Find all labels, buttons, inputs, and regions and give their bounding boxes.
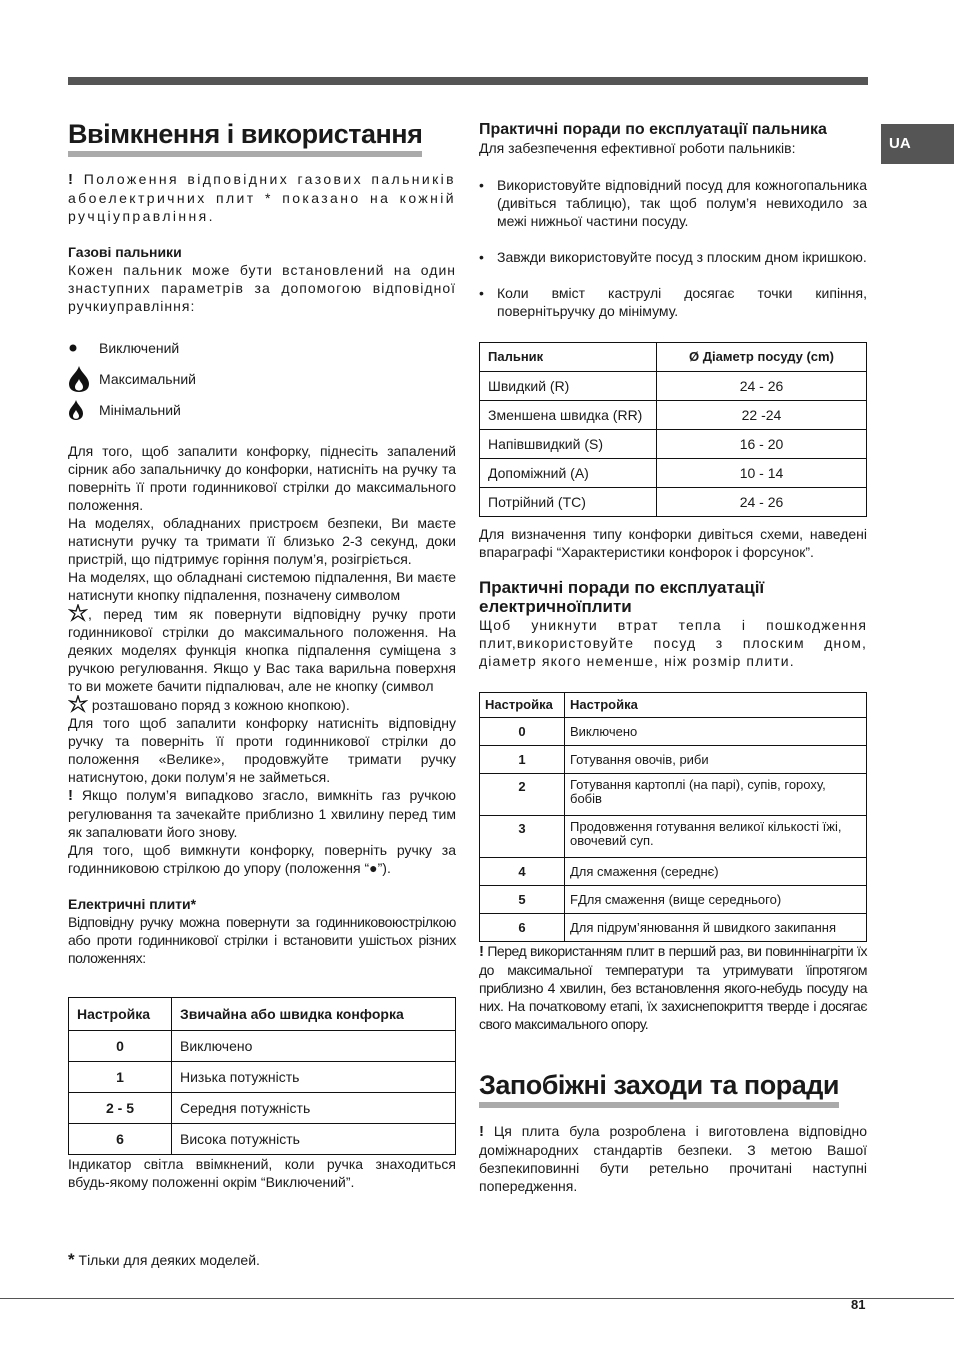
- table-row: [480, 718, 867, 746]
- table-cell: Виключено: [565, 718, 867, 746]
- flame-out-text: Якщо полум’я випадково згасло, вимкніть газ ручкою регулювання та зачекайте приблизно 1 хвилину перед тим як запалювати його знову.: [68, 787, 456, 840]
- ignition-text-b: , перед тим як повернути відповідну ручку проти годинникової стрілки до максимального положення. На деяких моделях функція кнопка підпалення суміщена з ручкою регулювання. Якщо у Вас така варильна поверхня то ви можете бачити підпалювач, але не кнопку (символ: [68, 606, 456, 694]
- table-cell: Швидкий (R): [480, 372, 657, 401]
- legend-label: Мінімальний: [99, 401, 181, 418]
- table-cell: 10 - 14: [657, 459, 867, 488]
- table-cell: Готування овочів, риби: [565, 746, 867, 774]
- spark-icon: [68, 695, 88, 713]
- table-header-row: [69, 998, 456, 1031]
- dot-icon: [68, 343, 99, 353]
- table-cell: Виключено: [172, 1031, 456, 1062]
- table-cell: 1: [69, 1062, 172, 1093]
- top-rule: [68, 77, 868, 85]
- electric-text: Відповідну ручку можна повернути за годинниковоюстрілкою або проти годинникової стрілки і встановити ушістьох різних положеннях:: [68, 914, 456, 966]
- safety-title: Запобіжні заходи та поради: [479, 1069, 839, 1108]
- table-cell: 0: [69, 1031, 172, 1062]
- list-item-text: Завжди використовуйте посуд з плоским дном ікришкою.: [497, 249, 867, 265]
- spark-icon: [68, 604, 88, 622]
- table-cell: Потрійний (TC): [480, 488, 657, 517]
- table-cell: Продовження готування великої кількості їжі, овочевий суп.: [565, 816, 867, 858]
- legend-item: [68, 332, 456, 363]
- list-item-text: Використовуйте відповідний посуд для кожногопальника (дивіться таблицю), так щоб полум’я невиходило за межі нижньої частини посуду.: [497, 177, 867, 229]
- bullet-mark: •: [479, 285, 484, 301]
- flame-out-paragraph: [68, 786, 456, 841]
- table-row: [480, 914, 867, 942]
- ignition-system-paragraph: [68, 568, 456, 714]
- electric-settings-table: [68, 997, 456, 1155]
- table-cell: 6: [69, 1124, 172, 1155]
- legend: [68, 332, 456, 425]
- table-cell: Допоміжний (A): [480, 459, 657, 488]
- table-row: [480, 858, 867, 886]
- list-item: [479, 248, 867, 266]
- table-header-row: [480, 693, 867, 718]
- table-cell: 24 - 26: [657, 488, 867, 517]
- warning-mark: !: [68, 171, 76, 188]
- right-column: [479, 120, 867, 1195]
- intro-text: Положення відповідних газових пальників абоелектричних плит * показано на кожній ручціуправління.: [68, 171, 456, 224]
- table-row: [69, 1124, 456, 1155]
- table-row: [480, 816, 867, 858]
- large-flame-icon: [68, 365, 99, 393]
- table-header-row: [480, 343, 867, 372]
- legend-item: [68, 363, 456, 394]
- burner-tips-heading: Практичні поради по експлуатації пальника: [479, 121, 827, 138]
- table-row: [480, 746, 867, 774]
- warning-mark: !: [479, 943, 484, 960]
- table-cell: 6: [480, 914, 565, 942]
- safety-device-paragraph: На моделях, обладнаних пристроєм безпеки, Ви маєте натиснути ручку та тримати її близько 2-3 секунд, доки пристрій, що підтримує горіння полум’я, розігріється.: [68, 515, 456, 567]
- table-row: [69, 1093, 456, 1124]
- table-cell: Для смаження (середнє): [565, 858, 867, 886]
- electric-settings-guide-table: [479, 692, 867, 942]
- table-header: Ø Діаметр посуду (cm): [657, 343, 867, 372]
- table-cell: Готування картоплі (на парі), супів, гороху, бобів: [565, 774, 867, 816]
- gas-heading: Газові пальники: [68, 244, 182, 260]
- tips-list: [479, 176, 867, 320]
- footnote-text: Тільки для деяких моделей.: [74, 1252, 260, 1268]
- legend-label: Виключений: [99, 339, 180, 356]
- table-cell: Зменшена швидка (RR): [480, 401, 657, 430]
- table-cell: 2: [480, 774, 565, 816]
- table-header: Звичайна або швидка конфорка: [172, 998, 456, 1031]
- safety-paragraph: [479, 1122, 867, 1195]
- table-row: [69, 1062, 456, 1093]
- table-header: Настройка: [565, 693, 867, 718]
- list-item: [479, 176, 867, 230]
- table-cell: Напівшвидкий (S): [480, 430, 657, 459]
- table-row: [480, 430, 867, 459]
- table-cell: Середня потужність: [172, 1093, 456, 1124]
- table-cell: Для підрум’янювання й швидкого закипання: [565, 914, 867, 942]
- table-cell: 5: [480, 886, 565, 914]
- table-header: Настройка: [69, 998, 172, 1031]
- safety-title-wrap: [479, 1069, 839, 1108]
- section-title-wrap: [68, 118, 422, 157]
- footnote-star: *: [68, 1250, 75, 1269]
- table-cell: 22 -24: [657, 401, 867, 430]
- warning-mark: !: [479, 1123, 484, 1140]
- left-column: [68, 118, 456, 1191]
- table-row: [69, 1031, 456, 1062]
- big-position-paragraph: Для того щоб запалити конфорку натисніть відповідну ручку та поверніть її проти годинникової стрілки до положення «Велике», продовжуйте тримати ручку натиснутою, доки полум’я не займеться.: [68, 715, 456, 785]
- table-cell: 0: [480, 718, 565, 746]
- bullet-mark: •: [479, 177, 484, 193]
- first-use-paragraph: [479, 942, 867, 1033]
- safety-text: Ця плита була розроблена і виготовлена відповідно доміжнародних стандартів безпеки. З метою Вашої безпекиповинні бути ретельно прочитані наступні попередження.: [479, 1123, 867, 1194]
- legend-label: Максимальний: [99, 370, 196, 387]
- table-cell: 3: [480, 816, 565, 858]
- table-row: [480, 459, 867, 488]
- warning-mark: !: [68, 787, 73, 804]
- table-row: [480, 886, 867, 914]
- burner-note: Для визначення типу конфорки дивіться схеми, наведені впараграфі “Характеристики конфорок і форсунок”.: [479, 526, 867, 560]
- first-use-text: Перед використанням плит в перший раз, ви повиннінагріти їх до максимальної температури та утримувати їіпротягом приблизно 4 хвилин, без встановлення якого-небудь посуду на них. На початковому етапі, їх захиснепокриття тверде і досягає свого максимального опору.: [479, 943, 867, 1032]
- table-row: [480, 488, 867, 517]
- footnote: [68, 1250, 260, 1270]
- footer-rule: [0, 1298, 954, 1299]
- legend-item: [68, 394, 456, 425]
- list-item-text: Коли вміст каструлі досягає точки кипіння, повернітьручку до мінімуму.: [497, 285, 867, 319]
- table-cell: 4: [480, 858, 565, 886]
- turn-off-paragraph: Для того, щоб вимкнути конфорку, поверніть ручку за годинниковою стрілкою до упору (положення “●”).: [68, 842, 456, 876]
- burner-tips-intro: Для забезпечення ефективної роботи пальників:: [479, 140, 796, 156]
- table-header: Настройка: [480, 693, 565, 718]
- small-flame-icon: [68, 399, 99, 421]
- indicator-paragraph: Індикатор світла ввімкнений, коли ручка знаходиться вбудь-якому положенні окрім “Виключений”.: [68, 1156, 456, 1190]
- electric-heading: Електричні плити*: [68, 896, 197, 912]
- electric-tips-text: Щоб уникнути втрат тепла і пошкодження плит,використовуйте посуд з плоским дном, діаметр якого неменше, ніж розмір плити.: [479, 617, 867, 669]
- list-item: [479, 284, 867, 320]
- burner-diameter-table: [479, 342, 867, 517]
- ignition-text-c: розташовано поряд з кожною кнопкою).: [88, 697, 350, 713]
- table-row: [480, 372, 867, 401]
- table-cell: 1: [480, 746, 565, 774]
- table-header: Пальник: [480, 343, 657, 372]
- table-cell: 16 - 20: [657, 430, 867, 459]
- table-row: [480, 401, 867, 430]
- language-tab: UA: [881, 124, 954, 164]
- table-cell: Висока потужність: [172, 1124, 456, 1155]
- electric-tips-heading: Практичні поради по експлуатації електричноїплити: [479, 578, 765, 616]
- gas-text: Кожен пальник може бути встановлений на один знаступних параметрів за допомогою відповідної ручкиуправління:: [68, 262, 456, 314]
- table-cell: FДля смаження (вище середнього): [565, 886, 867, 914]
- intro-paragraph: [68, 170, 456, 225]
- bullet-mark: •: [479, 249, 484, 265]
- page-number: 81: [851, 1297, 866, 1312]
- table-cell: 2 - 5: [69, 1093, 172, 1124]
- section-title: Ввімкнення і використання: [68, 118, 422, 157]
- table-cell: 24 - 26: [657, 372, 867, 401]
- table-cell: Низька потужність: [172, 1062, 456, 1093]
- ignition-paragraph: Для того, щоб запалити конфорку, піднесіть запалений сірник або запальничку до конфорки, натисніть на ручку та поверніть її проти годинникової стрілки до максимального положення.: [68, 443, 456, 513]
- ignition-text-a: На моделях, що обладнані системою підпалення, Ви маєте натиснути кнопку підпалення, позначену символом: [68, 569, 456, 603]
- table-row: [480, 774, 867, 816]
